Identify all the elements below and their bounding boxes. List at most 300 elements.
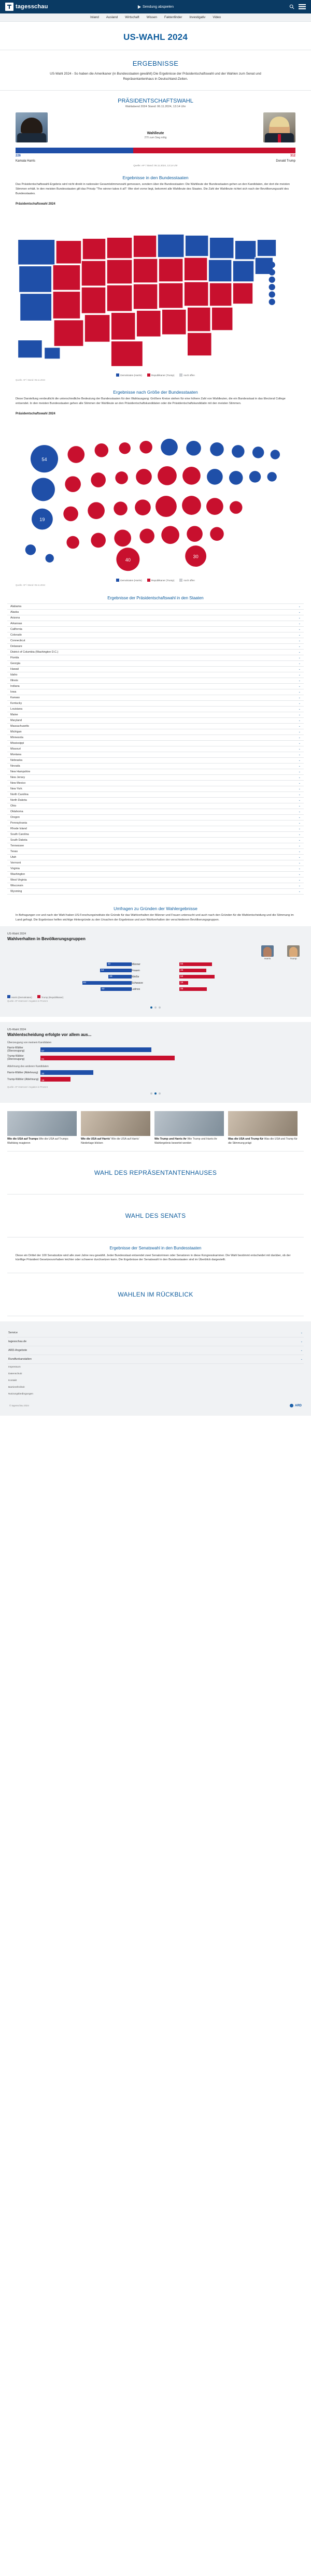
- state-name: Wyoming: [10, 889, 22, 893]
- carousel2-dot-3[interactable]: [159, 1092, 161, 1095]
- teaser-image: [228, 1111, 298, 1136]
- state-name: Texas: [10, 850, 18, 853]
- chevron-down-icon: ⌄: [298, 889, 301, 893]
- brand-name: tagesschau: [16, 4, 48, 10]
- presidential-source: Quelle: AP / Stand: 06.11.2024, 13:14 Uhr: [133, 164, 178, 167]
- state-name: Rhode Island: [10, 827, 27, 830]
- chevron-down-icon: ⌄: [298, 770, 301, 773]
- state-name: Vermont: [10, 861, 21, 865]
- state-name: Alaska: [10, 610, 19, 614]
- electoral-bar-democrats: [16, 148, 133, 153]
- chevron-down-icon: ⌄: [298, 730, 301, 733]
- avatar-trump: [263, 112, 295, 142]
- usa-map-svg: [7, 208, 304, 372]
- state-accordion-row[interactable]: [7, 746, 304, 752]
- state-name: Louisiana: [10, 707, 23, 711]
- svg-text:19: 19: [39, 517, 45, 523]
- svg-text:40: 40: [125, 557, 131, 563]
- chart2-row-trump-rejection-value: 18: [41, 1080, 45, 1083]
- chart1-bar-trump-wrap: [179, 975, 304, 978]
- state-accordion-row[interactable]: [7, 821, 304, 826]
- senate-block-title: Ergebnisse der Senatswahl in den Bundesstaaten: [109, 1245, 202, 1250]
- map-states-bubbles[interactable]: [7, 418, 304, 576]
- chart2-row-trump-conviction-track: [40, 1056, 304, 1060]
- carousel2-dot-2[interactable]: [154, 1092, 157, 1095]
- chart1-bar-trump: [179, 962, 212, 966]
- state-name: Idaho: [10, 673, 18, 677]
- state-accordion-row[interactable]: [7, 644, 304, 650]
- map1-legend: [0, 371, 311, 378]
- chart2-row-harris-rejection-track: [40, 1070, 304, 1075]
- state-name: Connecticut: [10, 639, 25, 642]
- chart2-source: Quelle: AP VoteCast / Angaben in Prozent: [7, 1086, 48, 1089]
- ard-label: ARD: [295, 1404, 302, 1407]
- chevron-down-icon: ⌄: [298, 747, 301, 751]
- state-accordion-row[interactable]: [7, 775, 304, 781]
- chart1-rows: [7, 962, 304, 991]
- legend-item-dem: Demokraten (Harris): [116, 579, 142, 582]
- state-accordion-row[interactable]: [7, 638, 304, 644]
- state-accordion-row[interactable]: [7, 843, 304, 849]
- chart1-bar-trump-wrap: [179, 962, 304, 966]
- state-accordion-row[interactable]: [7, 786, 304, 792]
- chevron-down-icon: ⌄: [298, 764, 301, 768]
- chevron-down-icon: ⌄: [298, 656, 301, 659]
- chart1-candidate-heads: [7, 945, 304, 960]
- chevron-down-icon: ⌄: [298, 679, 301, 682]
- chevron-down-icon: ⌄: [300, 1349, 303, 1352]
- top-header-bar: [0, 0, 311, 13]
- footer-link-2-label: ARD-Angebote: [8, 1349, 27, 1352]
- electoral-threshold: 270 zum Sieg nötig: [144, 136, 167, 139]
- state-name: Kansas: [10, 696, 20, 699]
- chart2-rows-rejection: [7, 1070, 304, 1082]
- map2-legend: [0, 577, 311, 583]
- state-accordion-row[interactable]: [7, 718, 304, 724]
- teaser-card[interactable]: [154, 1111, 224, 1145]
- chart1-bar-trump: [179, 969, 206, 972]
- live-player-status[interactable]: [137, 5, 174, 9]
- chevron-down-icon: ⌄: [298, 787, 301, 790]
- main-navigation: [0, 13, 311, 22]
- state-accordion-row[interactable]: [7, 701, 304, 707]
- legend-item-rep: Republikaner (Trump): [147, 373, 175, 377]
- nav-item-5[interactable]: Investigativ: [189, 16, 206, 19]
- chart2-group-label-1: Ablehnung des anderen Kandidaten: [7, 1065, 49, 1069]
- map1-caption: Präsidentschaftswahl 2024: [16, 202, 55, 206]
- footer-link-0[interactable]: [7, 1329, 304, 1337]
- chart2-row-trump-conviction-label: Trump-Wähler (Überzeugung): [7, 1055, 25, 1061]
- chevron-down-icon: ⌄: [300, 1340, 303, 1344]
- state-accordion-row[interactable]: [7, 695, 304, 701]
- state-name: Montana: [10, 753, 21, 756]
- states-accordion-title: Ergebnisse der Präsidentschaftswahl in den Staaten: [107, 595, 204, 600]
- chart1-row: [7, 969, 304, 972]
- chart1-row: [7, 987, 304, 991]
- map1-text: Das Präsidentschaftswahl-Ergebnis wird nicht direkt in nationaler Gesamtstimmenzahl gemessen, sondern über die Bundesstaaten: Die Wahlleute der Bundesstaaten gehen an den Kandidaten, der dort die meisten Stimmen erhält. In den meisten Bundesstaaten gilt das Prinzip "The winner takes it all": Wer dort vorne liegt, bekommt alle Wahlleute des Staates. Die Zahl der Wahlleute richtet sich nach der Bevölkerungszahl des Bundesstaates.: [16, 182, 290, 195]
- chart2-row-harris-conviction-track: [40, 1047, 304, 1052]
- state-accordion-row[interactable]: [7, 604, 304, 610]
- state-name: Missouri: [10, 747, 21, 751]
- chevron-down-icon: ⌄: [300, 1358, 303, 1361]
- footer-link-3-label: Rundfunkanstalten: [8, 1358, 32, 1361]
- live-player-label: Sendung abspielen: [143, 5, 174, 9]
- svg-text:30: 30: [193, 554, 199, 559]
- state-accordion-row[interactable]: [7, 752, 304, 758]
- search-icon[interactable]: [289, 4, 294, 9]
- house-section-title: WAHL DES REPRÄSENTANTENHAUSES: [94, 1169, 217, 1176]
- teaser-caption: Wie Trump und Harris ihr Wie Trump und Harris ihr Wahlergebnis bewertet werden: [154, 1138, 218, 1145]
- teaser-caption: Wie die USA auf Trumps Wie die USA auf Trumps Wahlsieg reagieren: [7, 1138, 68, 1145]
- state-accordion-row[interactable]: [7, 735, 304, 741]
- nav-item-3[interactable]: Wissen: [146, 16, 157, 19]
- chart1-value-trump: 55: [180, 963, 183, 966]
- state-accordion-row[interactable]: [7, 849, 304, 855]
- chevron-down-icon: ⌄: [298, 616, 301, 620]
- chart2-row-harris-conviction: [7, 1046, 304, 1053]
- senate-section-title: WAHL DES SENATS: [125, 1212, 186, 1219]
- chart1-bar-harris: [107, 962, 132, 966]
- state-accordion-row[interactable]: [7, 815, 304, 821]
- chevron-down-icon: ⌄: [298, 736, 301, 739]
- teaser-image: [7, 1111, 77, 1136]
- teaser-caption: Wie die USA auf Harris' Wie die USA auf Harris' Niederlage blicken: [81, 1138, 139, 1145]
- chart1-bar-harris-wrap: [7, 987, 132, 991]
- brand-logo[interactable]: [5, 3, 48, 11]
- chevron-down-icon: ⌄: [298, 718, 301, 722]
- chart1-value-trump: 59: [180, 975, 183, 978]
- footer-link-3[interactable]: [7, 1355, 304, 1364]
- chart2-row-harris-rejection-value: 32: [41, 1073, 45, 1076]
- legend-item-dem: Demokraten (Harris): [116, 373, 142, 377]
- carousel-dot-2[interactable]: [154, 1006, 157, 1009]
- state-name: New Mexico: [10, 781, 26, 785]
- teaser-lead: Wie die USA auf Trumps: [7, 1138, 39, 1141]
- chart2-group-label-0: Überzeugung von meinem Kandidaten: [7, 1041, 52, 1045]
- state-accordion-row[interactable]: [7, 627, 304, 632]
- state-name: Massachusetts: [10, 724, 29, 728]
- state-name: Georgia: [10, 661, 21, 665]
- teaser-lead: Was die USA und Trump für: [228, 1138, 264, 1141]
- carousel2-dot-1[interactable]: [150, 1092, 152, 1095]
- map2-source: Quelle: AP / Stand: 06.11.2024: [16, 583, 46, 586]
- state-accordion-row[interactable]: [7, 678, 304, 684]
- chevron-down-icon: ⌄: [298, 667, 301, 671]
- chart1-value-trump: 46: [180, 988, 183, 991]
- nav-item-6[interactable]: Video: [213, 16, 221, 19]
- state-name: Nebraska: [10, 758, 23, 762]
- footer-bottom: [7, 1398, 304, 1411]
- electoral-meta: [48, 132, 263, 142]
- chart1-bar-harris-wrap: [7, 975, 132, 978]
- state-accordion-row[interactable]: [7, 712, 304, 718]
- footer-sublink-3[interactable]: Barrierefreiheit: [8, 1386, 25, 1389]
- candidate-trump: [263, 112, 295, 142]
- map1-title: Ergebnisse in den Bundesstaaten: [122, 175, 189, 180]
- map1-source: Quelle: AP / Stand: 06.11.2024: [16, 379, 46, 382]
- chart2-row-trump-rejection: [7, 1077, 304, 1082]
- teaser-lead: Wie Trump und Harris ihr: [154, 1138, 188, 1141]
- chart2-row-trump-conviction: [7, 1055, 304, 1061]
- header-actions: [289, 3, 306, 11]
- chevron-down-icon: ⌄: [298, 644, 301, 648]
- chart1-value-harris: 42: [107, 963, 111, 966]
- map2-caption: Präsidentschaftswahl 2024: [16, 412, 55, 416]
- chevron-down-icon: ⌄: [298, 724, 301, 728]
- teaser-card[interactable]: [228, 1111, 298, 1145]
- state-accordion-row[interactable]: [7, 764, 304, 769]
- footer-link-1[interactable]: [7, 1337, 304, 1346]
- state-name: South Dakota: [10, 838, 27, 842]
- footer-link-2[interactable]: [7, 1346, 304, 1355]
- state-accordion-row[interactable]: [7, 838, 304, 843]
- menu-icon[interactable]: [299, 3, 306, 11]
- carousel-dots-2[interactable]: [7, 1092, 304, 1095]
- chart2-row-trump-rejection-track: [40, 1077, 304, 1082]
- carousel-dot-1[interactable]: [150, 1006, 152, 1009]
- results-heading: ERGEBNISSE: [132, 60, 179, 67]
- chart1-row-label: Latinos: [132, 987, 140, 991]
- chart1-bar-harris: [100, 969, 132, 972]
- presidential-heading: PRÄSIDENTSCHAFTSWAHL: [118, 97, 193, 104]
- candidate-row: [0, 112, 311, 142]
- state-accordion-row[interactable]: [7, 661, 304, 667]
- chart1-row-label: Schwarze: [132, 981, 143, 985]
- chevron-down-icon: ⌄: [298, 650, 301, 654]
- chevron-down-icon: ⌄: [298, 821, 301, 825]
- chart1-bar-harris: [101, 987, 132, 991]
- footer-sublink-4[interactable]: Nutzungsbedingungen: [8, 1393, 34, 1396]
- states-accordion: [7, 603, 304, 895]
- legend-item-rep: Republikaner (Trump): [147, 579, 175, 582]
- state-accordion-row[interactable]: [7, 889, 304, 895]
- chevron-down-icon: ⌄: [298, 741, 301, 745]
- chevron-down-icon: ⌄: [298, 701, 301, 705]
- chevron-down-icon: ⌄: [298, 639, 301, 642]
- chart1-bar-trump: [179, 975, 215, 978]
- state-name: California: [10, 627, 22, 631]
- legend-item-open: noch offen: [179, 579, 194, 582]
- footer-link-1-label: tagesschau.de: [8, 1340, 27, 1344]
- electoral-value-harris: 226: [16, 154, 21, 157]
- svg-text:54: 54: [41, 456, 47, 462]
- nav-item-1[interactable]: Ausland: [106, 16, 118, 19]
- chevron-down-icon: ⌄: [298, 627, 301, 631]
- map-states-choropleth[interactable]: [7, 208, 304, 372]
- teaser-image: [81, 1111, 150, 1136]
- state-accordion-row[interactable]: [7, 872, 304, 877]
- state-accordion-row[interactable]: [7, 729, 304, 735]
- state-accordion-row[interactable]: [7, 724, 304, 729]
- chevron-down-icon: ⌄: [298, 684, 301, 688]
- state-accordion-row[interactable]: [7, 792, 304, 798]
- state-accordion-row[interactable]: [7, 832, 304, 838]
- state-name: Hawaii: [10, 667, 19, 671]
- chevron-down-icon: ⌄: [300, 1331, 303, 1335]
- chart2-row-trump-rejection-label: Trump-Wähler (Ablehnung): [7, 1077, 39, 1081]
- footer-sublink-1[interactable]: Datenschutz: [8, 1373, 22, 1376]
- state-name: Pennsylvania: [10, 821, 27, 825]
- chart2-row-harris-rejection-label: Harris-Wähler (Ablehnung): [7, 1071, 38, 1074]
- state-accordion-row[interactable]: [7, 650, 304, 655]
- state-accordion-row[interactable]: [7, 689, 304, 695]
- chevron-down-icon: ⌄: [298, 781, 301, 785]
- chart2-row-trump-conviction-bar: [40, 1056, 175, 1060]
- state-accordion-row[interactable]: [7, 883, 304, 889]
- chart-card-decision-reason: [0, 1022, 311, 1103]
- state-name: New York: [10, 787, 22, 790]
- map2-text: Diese Darstellung verdeutlicht die unterschiedliche Bedeutung der Bundesstaaten für den Wahlausgang: Größere Kreise stehen für eine höhere Zahl von Wahlleuten, die ein Bundesstaat in das Electoral College entsendet. In den meisten Bundesstaaten gehen alle Stimmen der Wahlleute an den Präsidentschaftskandidaten oder die Präsidentschaftskandidatin mit den meisten Stimmen.: [16, 397, 286, 406]
- state-accordion-row[interactable]: [7, 707, 304, 712]
- state-accordion-row[interactable]: [7, 667, 304, 672]
- state-accordion-row[interactable]: [7, 769, 304, 775]
- chevron-down-icon: ⌄: [298, 815, 301, 819]
- electoral-value-trump: 312: [290, 154, 295, 157]
- chart1-head-trump: [287, 945, 300, 960]
- state-name: Colorado: [10, 633, 22, 637]
- state-name: Alabama: [10, 605, 22, 608]
- chevron-down-icon: ⌄: [298, 610, 301, 614]
- state-accordion-row[interactable]: [7, 610, 304, 615]
- state-name: Florida: [10, 656, 19, 659]
- ard-dot-icon: [290, 1404, 293, 1407]
- state-name: Maine: [10, 713, 18, 716]
- chart1-value-trump: 15: [180, 982, 183, 985]
- teaser-card[interactable]: [7, 1111, 77, 1145]
- teaser-card[interactable]: [81, 1111, 150, 1145]
- chevron-down-icon: ⌄: [298, 861, 301, 865]
- nav-item-2[interactable]: Wirtschaft: [125, 16, 139, 19]
- chevron-down-icon: ⌄: [298, 855, 301, 859]
- state-accordion-row[interactable]: [7, 655, 304, 661]
- state-accordion-row[interactable]: [7, 826, 304, 832]
- state-accordion-row[interactable]: [7, 741, 304, 746]
- chart2-row-trump-conviction-value: 81: [41, 1058, 45, 1061]
- chart1-bar-trump-wrap: [179, 981, 304, 985]
- footer-sublink-2[interactable]: Kontakt: [8, 1379, 17, 1383]
- teaser-image: [154, 1111, 224, 1136]
- legend-item-open: noch offen: [179, 373, 194, 377]
- state-name: Nevada: [10, 764, 20, 768]
- page-title: US-WAHL 2024: [123, 32, 188, 42]
- state-accordion-row[interactable]: [7, 758, 304, 764]
- state-name: Wisconsin: [10, 884, 23, 887]
- chart1-head-harris: [261, 945, 274, 960]
- state-name: West Virginia: [10, 878, 27, 882]
- state-name: Washington: [10, 872, 25, 876]
- state-accordion-row[interactable]: [7, 672, 304, 678]
- chevron-down-icon: ⌄: [298, 690, 301, 694]
- state-accordion-row[interactable]: [7, 855, 304, 860]
- play-icon: [137, 5, 141, 9]
- electoral-bar-republicans: [133, 148, 295, 153]
- results-intro: US-Wahl 2024 - So haben die Amerikaner (in Bundesstaaten gewählt) Die Ergebnisse der Präsidentschaftswahl und der Wahlen zum Senat und Repräsentantenhaus in Deutschland-Zeiten.: [50, 72, 261, 81]
- carousel-dots[interactable]: [7, 1006, 304, 1009]
- chart1-kicker: US-Wahl 2024: [7, 932, 26, 936]
- state-name: Iowa: [10, 690, 17, 694]
- state-accordion-row[interactable]: [7, 684, 304, 689]
- chevron-down-icon: ⌄: [298, 775, 301, 779]
- chevron-down-icon: ⌄: [298, 884, 301, 887]
- state-accordion-row[interactable]: [7, 798, 304, 803]
- chevron-down-icon: ⌄: [298, 804, 301, 808]
- name-harris: Kamala Harris: [16, 159, 36, 163]
- chevron-down-icon: ⌄: [298, 827, 301, 830]
- candidate-names: [16, 158, 295, 163]
- carousel-dot-3[interactable]: [159, 1006, 161, 1009]
- state-accordion-row[interactable]: [7, 632, 304, 638]
- state-name: New Hampshire: [10, 770, 31, 773]
- chevron-down-icon: ⌄: [298, 810, 301, 813]
- chart1-value-harris: 83: [83, 982, 86, 985]
- chart1-bar-harris-wrap: [7, 969, 132, 972]
- senate-block-text: Diese ein Drittel der 100 Senatssitze wird alle zwei Jahre neu gewählt. Jeder Bundesstaat entsendet zwei Senatorinnen oder Senatoren in diese Kongresskammer. Die Wahl bestimmt entscheidet mit darüber, ob der künftige Präsident Gesetzesvorhaben leichter oder schwerer durchsetzen kann. Die Ergebnisse der Senatswahl in den Bundesstaaten sind im Überblick dargestellt.: [16, 1254, 291, 1262]
- state-accordion-row[interactable]: [7, 621, 304, 627]
- chevron-down-icon: ⌄: [298, 798, 301, 802]
- chart1-bar-harris-wrap: [7, 962, 132, 966]
- chart1-legend-1: Trump (Republikaner): [37, 995, 64, 999]
- footer-sublink-0[interactable]: Impressum: [8, 1366, 21, 1369]
- chart2-title: Wahlentscheidung erfolgte vor allem aus...: [7, 1032, 92, 1038]
- chevron-down-icon: ⌄: [298, 844, 301, 847]
- state-name: Mississippi: [10, 741, 24, 745]
- state-accordion-row[interactable]: [7, 877, 304, 883]
- state-accordion-row[interactable]: [7, 615, 304, 621]
- state-name: Ohio: [10, 804, 17, 808]
- chart1-bar-trump: [179, 987, 207, 991]
- chart1-legend-0: Harris (Demokraten): [7, 995, 32, 999]
- chevron-down-icon: ⌄: [298, 673, 301, 677]
- state-accordion-row[interactable]: [7, 809, 304, 815]
- chevron-down-icon: ⌄: [298, 758, 301, 762]
- chart1-value-trump: 45: [180, 969, 183, 972]
- state-accordion-row[interactable]: [7, 781, 304, 786]
- chevron-down-icon: ⌄: [298, 605, 301, 608]
- chart1-bar-trump: [179, 981, 188, 985]
- state-accordion-row[interactable]: [7, 803, 304, 809]
- electoral-values: [16, 154, 295, 157]
- nav-item-4[interactable]: Faktenfinder: [164, 16, 182, 19]
- nav-item-0[interactable]: Inland: [90, 16, 99, 19]
- chart1-legend: [7, 995, 304, 999]
- chevron-down-icon: ⌄: [298, 633, 301, 637]
- chevron-down-icon: ⌄: [298, 753, 301, 756]
- polls-title: Umfragen zu Gründen der Wahlergebnisse: [114, 905, 197, 911]
- state-name: Indiana: [10, 684, 20, 688]
- state-name: Tennessee: [10, 844, 24, 847]
- chart1-bar-harris: [108, 975, 132, 978]
- chevron-down-icon: ⌄: [298, 838, 301, 842]
- chart2-row-harris-rejection: [7, 1070, 304, 1075]
- chevron-down-icon: ⌄: [298, 867, 301, 870]
- tagesschau-mark-icon: [5, 3, 13, 11]
- review-section-title: WAHLEN IM RÜCKBLICK: [118, 1291, 193, 1299]
- chart2-rows-conviction: [7, 1046, 304, 1061]
- ard-logo[interactable]: [290, 1404, 302, 1407]
- state-name: South Carolina: [10, 832, 29, 836]
- chevron-down-icon: ⌄: [298, 661, 301, 665]
- teaser-list: [0, 1103, 311, 1150]
- state-name: Maryland: [10, 718, 22, 722]
- electoral-bar: [16, 148, 295, 153]
- chevron-down-icon: ⌄: [298, 872, 301, 876]
- chart2-row-harris-rejection-bar: [40, 1070, 93, 1075]
- state-accordion-row[interactable]: [7, 860, 304, 866]
- chevron-down-icon: ⌄: [298, 832, 301, 836]
- state-accordion-row[interactable]: [7, 866, 304, 872]
- state-name: Oregon: [10, 815, 20, 819]
- chart1-row-label: Weiße: [132, 975, 139, 978]
